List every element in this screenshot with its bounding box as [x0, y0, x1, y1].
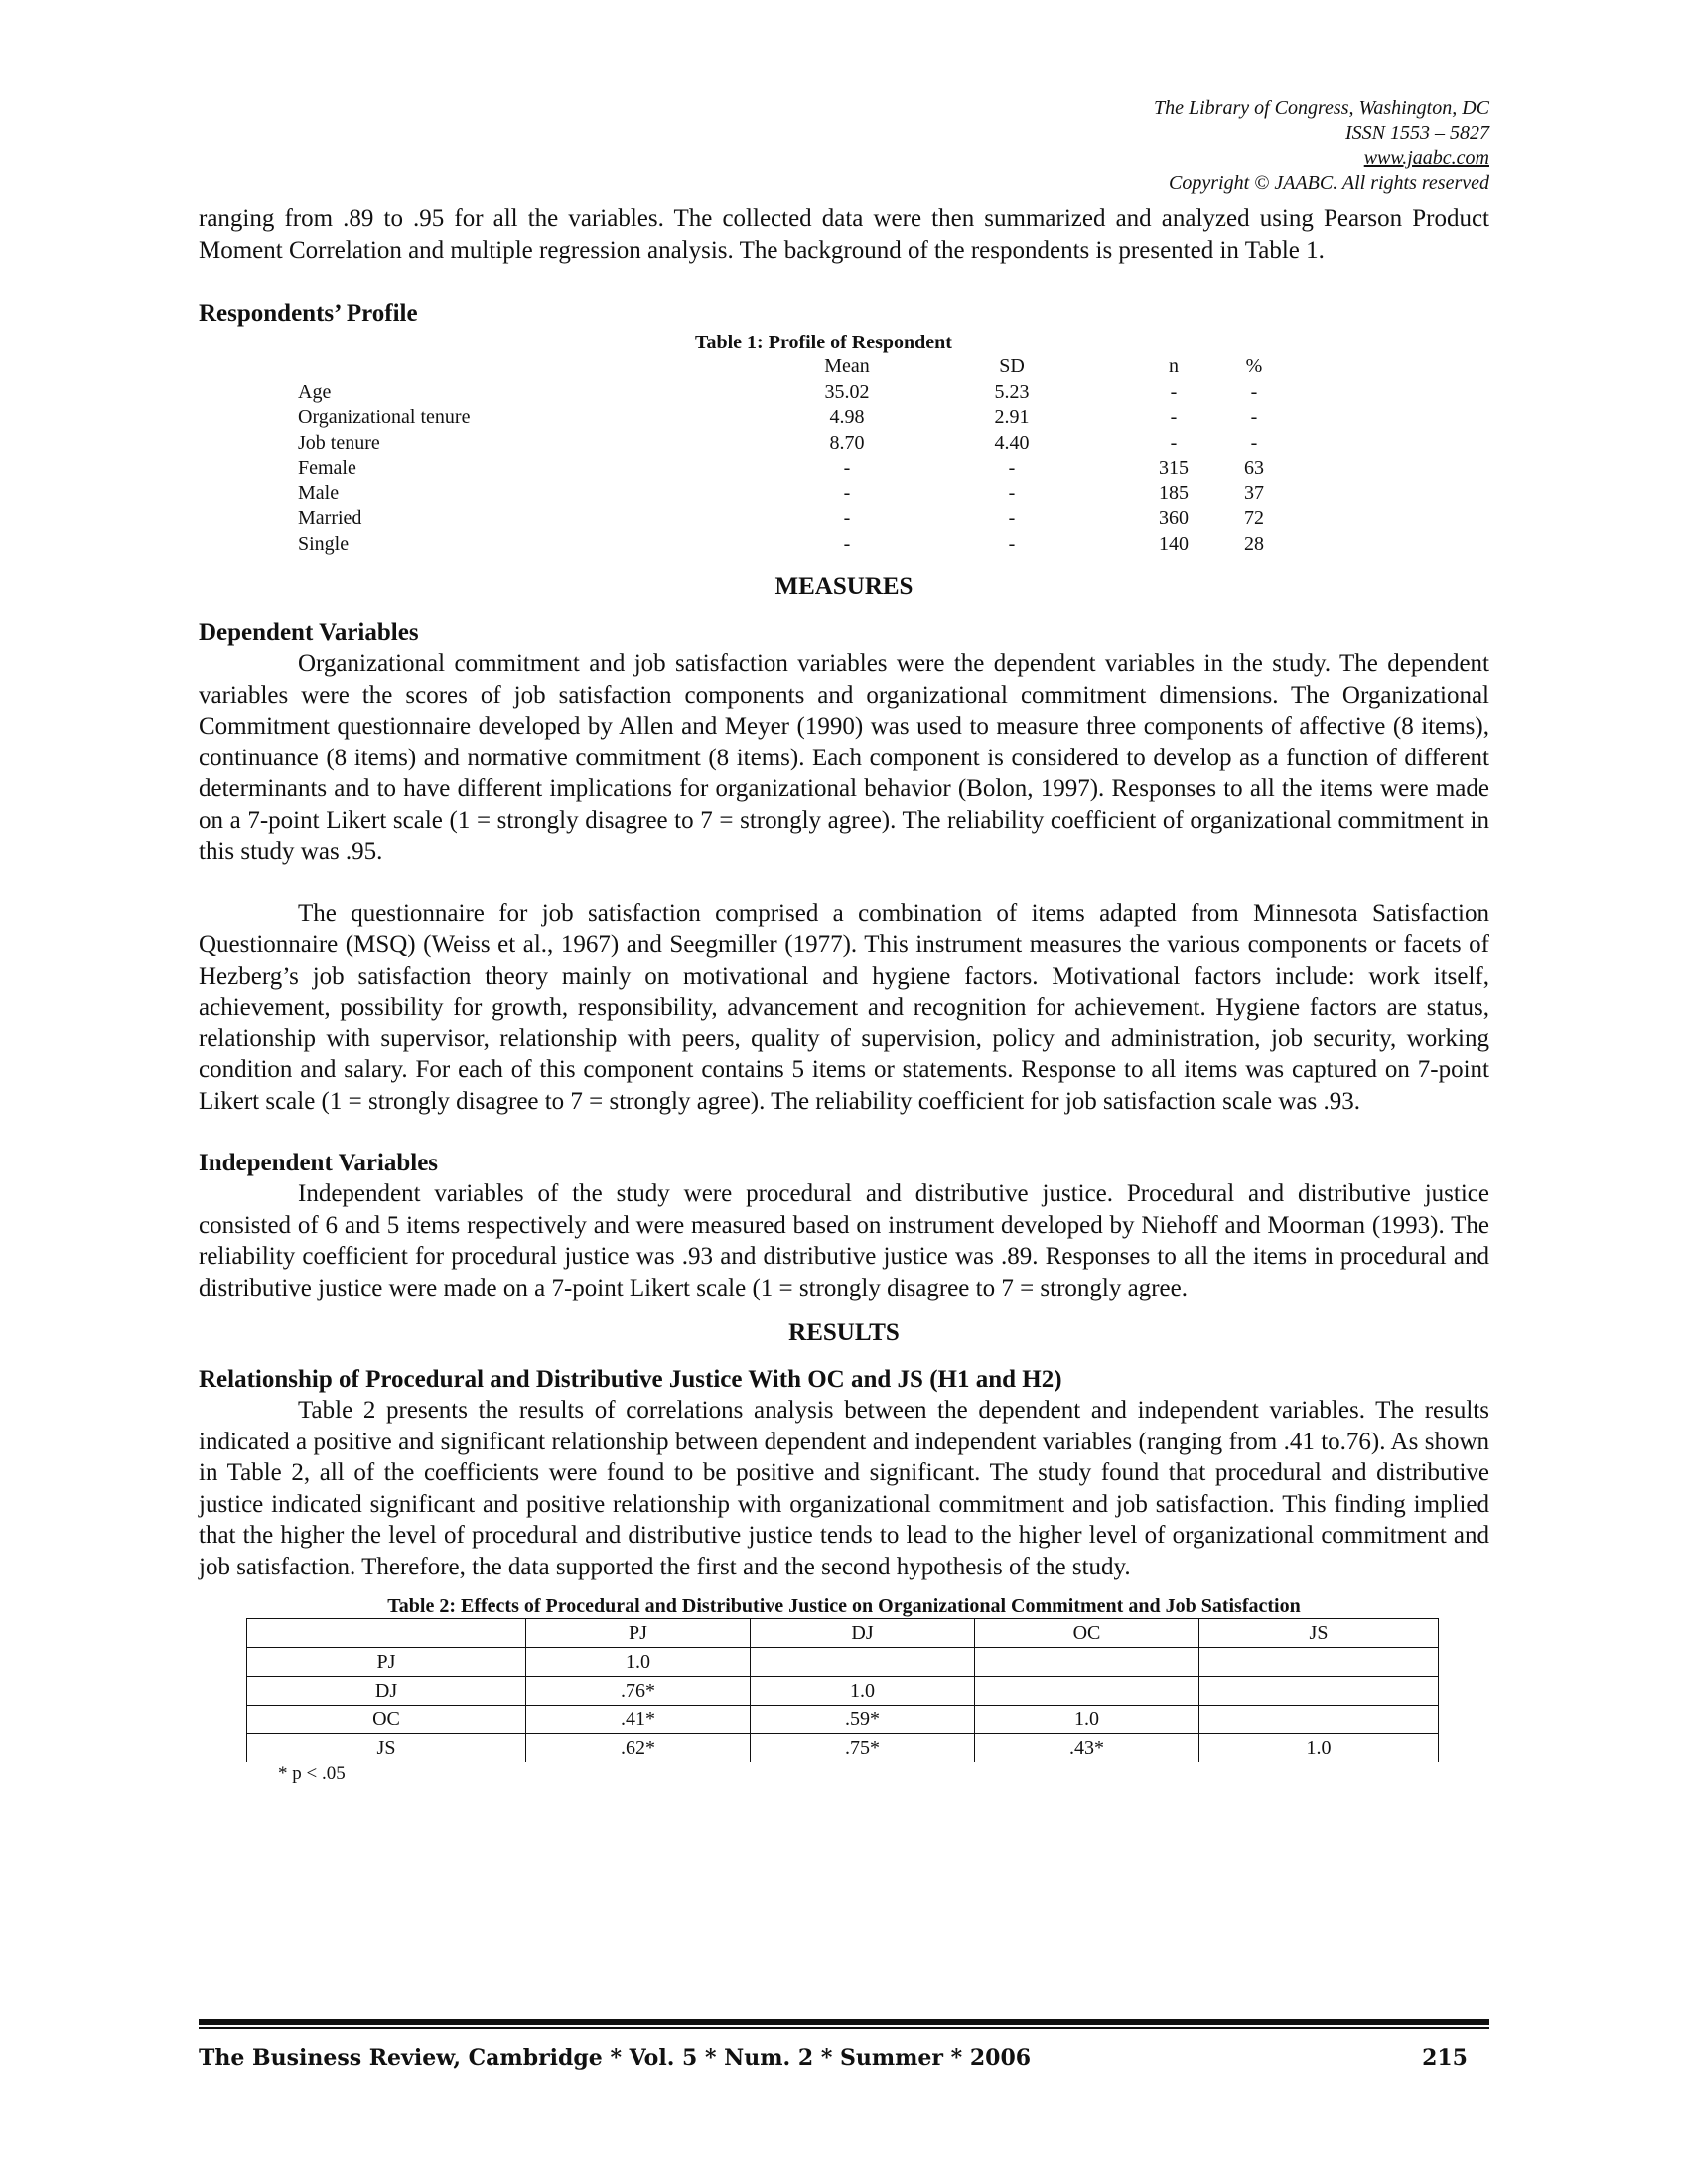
table1-label: Job tenure	[298, 431, 380, 454]
table1-pct: -	[1250, 406, 1258, 428]
table1-sd: 5.23	[994, 380, 1030, 403]
footer-rule-thick	[199, 2019, 1489, 2025]
table2-header-cell: DJ	[751, 1619, 975, 1648]
table1-n: 185	[1159, 481, 1189, 504]
table1-n: 140	[1159, 532, 1189, 555]
intro-paragraph: ranging from .89 to .95 for all the variables. The collected data were then summarized and analyzed using Pearson Product Moment Correlation and multiple regression analysis. The background of the respondents is presented in Table 1.	[199, 205, 1489, 264]
table2-cell: .62*	[526, 1734, 751, 1763]
table2-header-cell: OC	[975, 1619, 1199, 1648]
table1-pct: -	[1250, 380, 1258, 403]
dependent-paragraph-2: The questionnaire for job satisfaction comprised a combination of items adapted from Minnesota Satisfaction Questionnaire (MSQ) (Weiss et al., 1967) and Seegmiller (1977). This instrument measures the various components or facets of Hezberg’s job satisfaction theory mainly on motivational and hygiene factors. Motivational factors include: work itself, achievement, possibility for growth, responsibility, advancement and recognition for achievement. Hygiene factors are status, relationship with supervisor, relationship with peers, quality of supervision, policy and administration, job security, working condition and salary. For each of this component contains 5 items or statements. Response to all items was captured on 7-point Likert scale (1 = strongly disagree to 7 = strongly agree). The reliability coefficient for job satisfaction scale was .93.	[199, 899, 1489, 1115]
header-library: The Library of Congress, Washington, DC	[1153, 97, 1489, 119]
table1-row	[199, 456, 1489, 481]
table1-sd: 2.91	[994, 406, 1030, 428]
table1-header-n: n	[1169, 355, 1179, 377]
table1-sd: -	[1008, 481, 1016, 504]
table2-cell: .43*	[975, 1734, 1199, 1763]
table1-row	[199, 481, 1489, 507]
table2-cell: OC	[247, 1706, 526, 1734]
table2-note: * p < .05	[278, 1763, 346, 1784]
measures-heading: MEASURES	[774, 573, 914, 600]
table1-label: Age	[298, 380, 332, 403]
page-number: 215	[1422, 2045, 1468, 2071]
table2-header-cell: PJ	[526, 1619, 751, 1648]
table2-cell	[1199, 1706, 1439, 1734]
table1-pct: -	[1250, 431, 1258, 454]
table1-row	[199, 532, 1489, 558]
table1-label: Married	[298, 507, 362, 529]
table2-cell	[975, 1648, 1199, 1677]
table2-header-cell: JS	[1199, 1619, 1439, 1648]
independent-paragraph: Independent variables of the study were procedural and distributive justice. Procedural and distributive justice consisted of 6 and 5 items respectively and were measured based on instrument developed by Niehoff and Moorman (1993). The reliability coefficient for procedural justice was .93 and distributive justice was .89. Responses to all the items in procedural and distributive justice were made on a 7-point Likert scale (1 = strongly disagree to 7 = strongly agree.	[199, 1180, 1489, 1301]
table2-cell	[751, 1648, 975, 1677]
table1-mean: 4.98	[829, 406, 865, 428]
table1-pct: 72	[1244, 507, 1264, 529]
header-issn: ISSN 1553 – 5827	[1345, 122, 1489, 144]
table1-row	[199, 506, 1489, 532]
table1-pct: 28	[1244, 532, 1264, 555]
table1-header-pct: %	[1245, 355, 1263, 377]
table1-mean: -	[843, 507, 851, 529]
table1-row	[199, 431, 1489, 457]
table2-caption: Table 2: Effects of Procedural and Distributive Justice on Organizational Commitment and Job Satisfaction	[387, 1595, 1301, 1617]
table2-cell: PJ	[247, 1648, 526, 1677]
table2-cell: 1.0	[975, 1706, 1199, 1734]
table1-header-row	[199, 354, 1489, 380]
table1-pct: 63	[1244, 457, 1264, 478]
table2-cell: .41*	[526, 1706, 751, 1734]
table1-n: 315	[1159, 457, 1189, 478]
table1-n: 360	[1159, 507, 1189, 529]
table1-caption: Table 1: Profile of Respondent	[695, 332, 952, 353]
table1-sd: 4.40	[994, 431, 1030, 454]
table1	[199, 331, 1489, 559]
table2-row	[247, 1734, 1439, 1763]
table1-sd: -	[1008, 507, 1016, 529]
table2-row	[247, 1706, 1439, 1734]
table2-cell: JS	[247, 1734, 526, 1763]
header-copyright: Copyright © JAABC. All rights reserved	[1169, 172, 1489, 194]
table1-mean: -	[843, 532, 851, 555]
page-body	[199, 204, 1489, 1786]
table2-row	[247, 1648, 1439, 1677]
table2-cell: 1.0	[751, 1677, 975, 1706]
table2-cell: DJ	[247, 1677, 526, 1706]
table1-sd: -	[1008, 457, 1016, 478]
footer-journal: The Business Review, Cambridge * Vol. 5 * Num. 2 * Summer * 2006	[199, 2045, 1032, 2071]
dependent-paragraph-1: Organizational commitment and job satisfaction variables were the dependent variables in the study. The dependent variables were the scores of job satisfaction components and organizational commitment dimensions. The Organizational Commitment questionnaire developed by Allen and Meyer (1990) was used to measure three components of affective (8 items), continuance (8 items) and normative commitment (8 items). Each component is considered to develop as a function of different determinants and to have different implications for organizational behavior (Bolon, 1997). Responses to all the items were made on a 7-point Likert scale (1 = strongly disagree to 7 = strongly agree). The reliability coefficient of organizational commitment in this study was .95.	[199, 650, 1489, 865]
table1-mean: -	[843, 457, 851, 478]
relationship-heading: Relationship of Procedural and Distributive Justice With OC and JS (H1 and H2)	[199, 1366, 1062, 1393]
table1-mean: 35.02	[824, 380, 870, 403]
table2-cell: .59*	[751, 1706, 975, 1734]
table1-body	[199, 354, 1489, 557]
table1-mean: -	[843, 481, 851, 504]
table1-n: -	[1170, 406, 1178, 428]
table1-label: Organizational tenure	[298, 406, 471, 428]
table2	[246, 1618, 1439, 1762]
independent-variables-heading: Independent Variables	[199, 1150, 439, 1176]
table2-cell: .75*	[751, 1734, 975, 1763]
table2-header-row	[247, 1619, 1439, 1648]
table1-label: Single	[298, 532, 350, 555]
table1-label: Female	[298, 457, 356, 478]
table1-header-sd: SD	[999, 355, 1025, 377]
table1-header-mean: Mean	[824, 355, 870, 377]
table2-cell	[1199, 1648, 1439, 1677]
footer-rule-thin	[199, 2027, 1489, 2029]
table2-cell: 1.0	[1199, 1734, 1439, 1763]
table1-label: Male	[298, 481, 340, 504]
table2-cell: 1.0	[526, 1648, 751, 1677]
table1-sd: -	[1008, 532, 1016, 555]
table2-row	[247, 1677, 1439, 1706]
table1-row	[199, 405, 1489, 431]
results-heading: RESULTS	[788, 1319, 900, 1346]
table1-mean: 8.70	[829, 431, 865, 454]
table1-n: -	[1170, 431, 1178, 454]
dependent-variables-heading: Dependent Variables	[199, 619, 419, 646]
table1-pct: 37	[1244, 481, 1264, 504]
page-header	[1154, 96, 1489, 196]
results-paragraph: Table 2 presents the results of correlations analysis between the dependent and independent variables. The results indicated a positive and significant relationship between dependent and independent variables (ranging from .41 to.76). As shown in Table 2, all of the coefficients were found to be positive and significant. The study found that procedural and distributive justice indicated significant and positive relationship with organizational commitment and job satisfaction. This finding implied that the higher the level of procedural and distributive justice tends to lead to the higher level of organizational commitment and job satisfaction. Therefore, the data supported the first and the second hypothesis of the study.	[199, 1397, 1489, 1580]
table1-row	[199, 380, 1489, 406]
table2-cell	[1199, 1677, 1439, 1706]
table1-n: -	[1170, 380, 1178, 403]
table2-header-cell	[247, 1619, 526, 1648]
header-url-link[interactable]: www.jaabc.com	[1363, 147, 1489, 169]
table2-cell: .76*	[526, 1677, 751, 1706]
respondents-profile-heading: Respondents’ Profile	[199, 300, 418, 327]
table2-cell	[975, 1677, 1199, 1706]
